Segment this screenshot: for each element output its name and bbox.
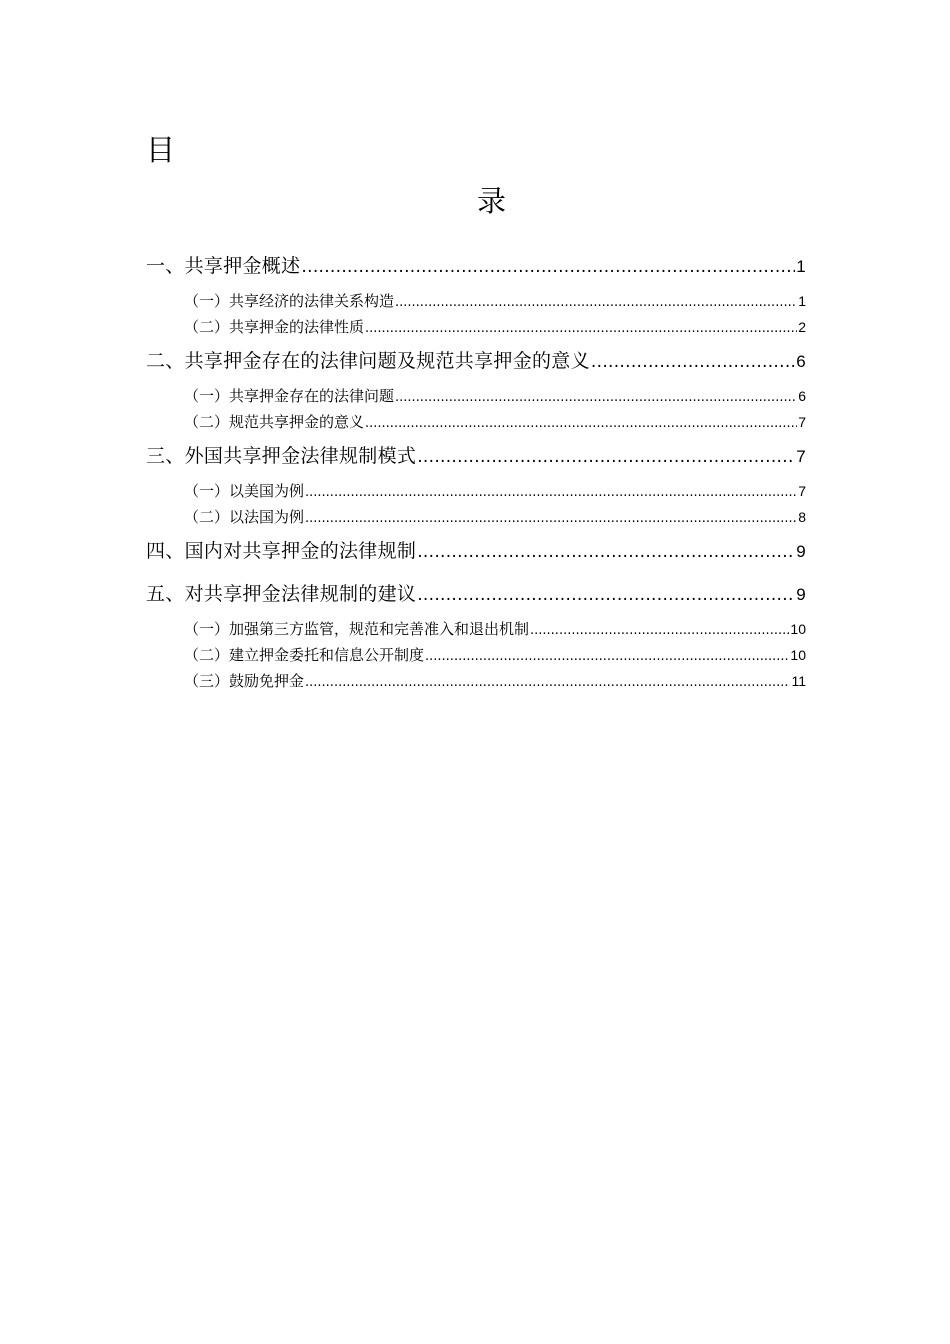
toc-entry-5-1[interactable] [146,617,806,643]
toc-leader-dots [417,579,795,611]
toc-entry-title: （三）鼓励免押金 [184,672,305,690]
toc-entry-title: 二、共享押金存在的法律问题及规范共享押金的意义 [146,350,590,372]
toc-leader-dots [395,386,797,410]
toc-entry-title: （一）以美国为例 [184,482,305,500]
toc-leader-dots [365,317,797,341]
toc-page-number: 9 [796,542,806,561]
toc-entry-title: 五、对共享押金法律规制的建议 [146,583,417,605]
toc-entry-3-1[interactable] [146,479,806,505]
toc-entry-title: （二）以法国为例 [184,508,305,526]
toc-entry-2-1[interactable] [146,384,806,410]
toc-page-number: 7 [798,414,806,430]
toc-entry-5-3[interactable] [146,669,806,695]
toc-leader-dots [305,481,797,505]
toc-page-number: 2 [798,319,806,335]
toc-title-char-1: 目 [146,133,176,167]
toc-page-number: 6 [798,388,806,404]
toc-entry-title: 四、国内对共享押金的法律规制 [146,540,417,562]
toc-entry-1[interactable] [146,250,806,283]
toc-leader-dots [305,671,790,695]
toc-title-char-2: 录 [477,184,507,218]
toc-leader-dots [417,536,795,568]
toc-entry-5[interactable] [146,578,806,611]
toc-page-number: 9 [796,585,806,604]
toc-entry-title: 一、共享押金概述 [146,255,301,277]
toc-leader-dots [305,507,797,531]
toc-page-number: 1 [796,257,806,276]
table-of-contents [146,250,806,695]
toc-leader-dots [395,291,797,315]
toc-entry-2-2[interactable] [146,410,806,436]
toc-leader-dots [591,346,795,378]
toc-entry-4[interactable] [146,535,806,568]
toc-leader-dots [425,645,789,669]
toc-leader-dots [417,441,795,473]
toc-entry-title: （一）共享经济的法律关系构造 [184,292,395,310]
toc-entry-2[interactable] [146,345,806,378]
toc-entry-title: （二）规范共享押金的意义 [184,413,365,431]
toc-entry-title: （二）建立押金委托和信息公开制度 [184,646,425,664]
toc-entry-3-2[interactable] [146,505,806,531]
toc-page-number: 7 [798,483,806,499]
toc-page-number: 11 [791,673,806,689]
toc-page-number: 1 [798,293,806,309]
toc-entry-5-2[interactable] [146,643,806,669]
toc-leader-dots [530,619,789,643]
toc-entry-title: （一）加强第三方监管，规范和完善准入和退出机制 [184,620,530,638]
toc-entry-1-1[interactable] [146,289,806,315]
toc-entry-1-2[interactable] [146,315,806,341]
toc-entry-3[interactable] [146,440,806,473]
toc-leader-dots [301,251,795,283]
toc-leader-dots [365,412,797,436]
toc-page-number: 6 [796,352,806,371]
toc-entry-title: （二）共享押金的法律性质 [184,318,365,336]
toc-page-number: 10 [790,621,806,637]
toc-page-number: 7 [796,447,806,466]
toc-entry-title: 三、外国共享押金法律规制模式 [146,445,417,467]
toc-page-number: 10 [790,647,806,663]
toc-page-number: 8 [798,509,806,525]
toc-entry-title: （一）共享押金存在的法律问题 [184,387,395,405]
